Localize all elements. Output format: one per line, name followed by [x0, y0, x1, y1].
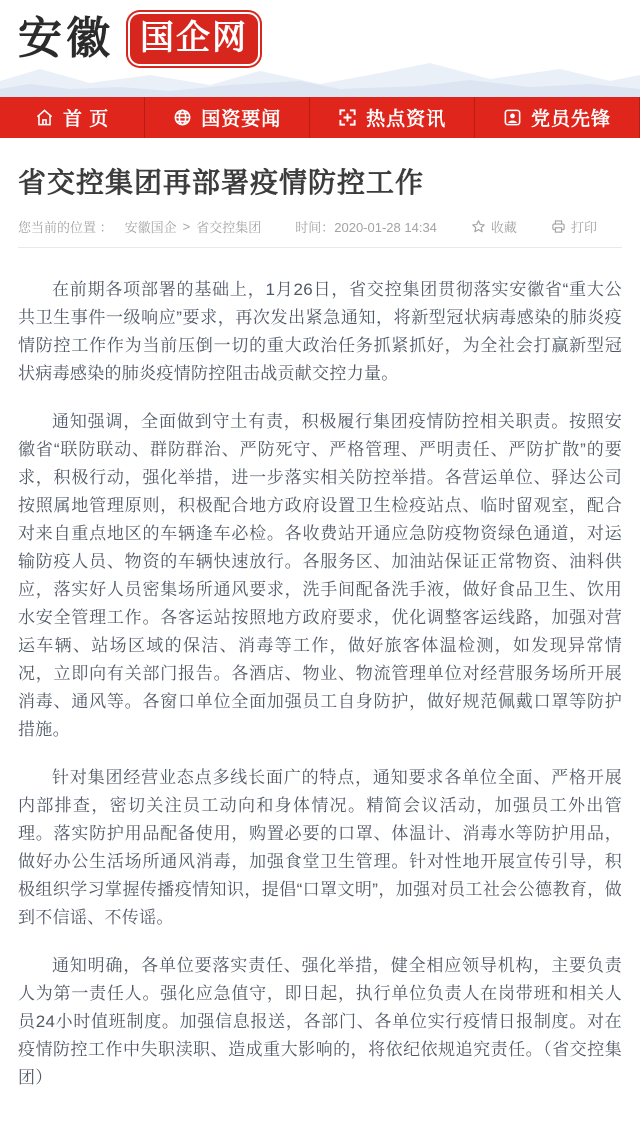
nav-item-party-pioneer[interactable] — [475, 97, 640, 138]
article-paragraph: 通知明确，各单位要落实责任、强化举措，健全相应领导机构，主要负责人为第一责任人。强化应急值守，即日起，执行单位负责人在岗带班和相关人员24小时值班制度。加强信息报送，各部门、各单位实行疫情日报制度。对在疫情防控工作中失职渎职、造成重大影响的，将依纪依规追究责任。（省交控集团） — [18, 956, 622, 1088]
hotspot-icon — [338, 108, 357, 127]
publish-time — [295, 217, 437, 236]
article-meta-bar — [18, 201, 622, 248]
nav-item-hot-news[interactable] — [310, 97, 475, 138]
breadcrumb-label: 您当前的位置 ： — [18, 220, 113, 236]
nav-item-sasac-news[interactable] — [145, 97, 310, 138]
nav-item-label: 党员先锋 — [531, 109, 612, 130]
print-label: 打印 — [570, 220, 597, 236]
site-header — [0, 0, 640, 97]
article-paragraph: 针对集团经营业态点多线长面广的特点，通知要求各单位全面、严格开展内部排查，密切关注员工动向和身体情况。精简会议活动，加强员工外出管理。落实防护用品配备使用，购置必要的口罩、体温计、消毒水等防护用品，做好办公生活场所通风消毒，加强食堂卫生管理。针对性地开展宣传引导，积极组织学习掌握传播疫情知识，提倡“口罩文明”，加强对员工社会公德教育，做到不信谣、不传谣。 — [18, 768, 622, 928]
star-icon — [471, 219, 486, 234]
page-title: 省交控集团再部署疫情防控工作 — [18, 167, 425, 198]
breadcrumb-current-link[interactable]: 省交控集团 — [196, 220, 262, 236]
nav-item-home[interactable] — [0, 97, 145, 138]
article-paragraph: 通知强调，全面做到守土有责，积极履行集团疫情防控相关职责。按照安徽省“联防联动、群防群治、严防死守、严格管理、严明责任、严防扩散”的要求，积极行动，强化举措，进一步落实相关防控举措。各营运单位、驿达公司按照属地管理原则，积极配合地方政府设置卫生检疫站点、临时留观室，配合对来自重点地区的车辆逢车必检。各收费站开通应急防疫物资绿色通道，对运输防疫人员、物资的车辆快速放行。各服务区、加油站保证正常物资、油料供应，落实好人员密集场所通风要求，洗手间配备洗手液，做好食品卫生、饮用水安全管理工作。各客运站按照地方政府要求，优化调整客运线路，加强对营运车辆、站场区域的保洁、消毒等工作，做好旅客体温检测，如发现异常情况，立即向有关部门报告。各酒店、物业、物流管理单位对经营服务场所开展消毒、通风等。各窗口单位全面加强员工自身防护，做好规范佩戴口罩等防护措施。 — [18, 412, 622, 740]
article-page — [0, 165, 640, 1122]
main-navigation — [0, 97, 640, 138]
site-logo[interactable] — [0, 0, 640, 64]
collect-button[interactable] — [471, 217, 517, 236]
time-label: 时间： — [295, 220, 335, 236]
nav-item-label: 首 页 — [62, 109, 110, 130]
time-value: 2020-01-28 14:34 — [334, 220, 437, 236]
breadcrumb-separator: > — [182, 219, 191, 235]
printer-icon — [551, 219, 566, 234]
breadcrumb-home-link[interactable]: 安徽国企 — [124, 220, 177, 236]
logo-stamp-guoqiwang: 国企网 — [130, 14, 258, 64]
globe-icon — [173, 108, 192, 127]
collect-label: 收藏 — [490, 220, 517, 236]
home-icon — [35, 108, 54, 127]
article-paragraph: 在前期各项部署的基础上，1月26日，省交控集团贯彻落实安徽省“重大公共卫生事件一级响应”要求，再次发出紧急通知，将新型冠状病毒感染的肺炎疫情防控工作作为当前压倒一切的重大政治任务抓紧抓好，为全社会打赢新型冠状病毒感染的肺炎疫情防控阻击战贡献交控力量。 — [18, 280, 622, 384]
nav-item-label: 热点资讯 — [366, 109, 447, 130]
nav-item-label: 国资要闻 — [201, 109, 282, 130]
member-badge-icon — [503, 108, 522, 127]
print-button[interactable] — [551, 217, 597, 236]
article-body — [18, 248, 622, 1122]
logo-text-anhui: 安徽 — [18, 13, 114, 64]
